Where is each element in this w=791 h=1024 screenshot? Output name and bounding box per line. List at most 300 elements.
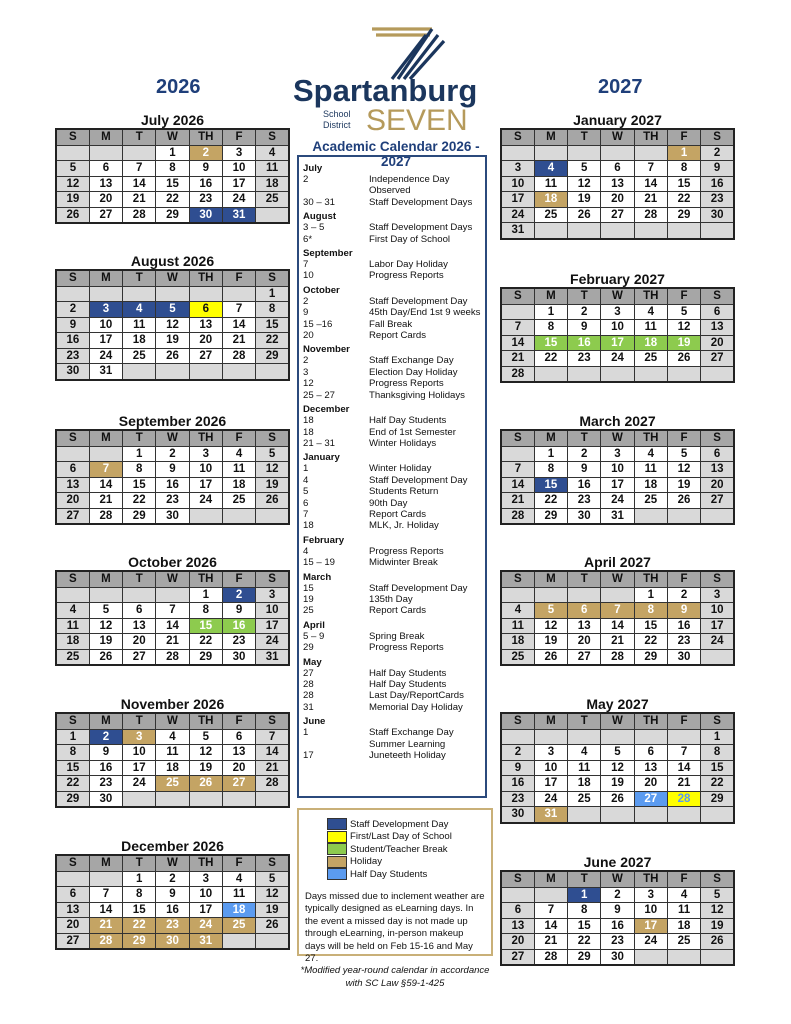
event-description: Progress Reports [369,642,444,654]
day-cell: 16 [568,335,601,351]
day-cell: 27 [568,649,601,665]
weekday-header: T [123,270,156,286]
event-item [303,259,485,270]
day-cell: 10 [89,317,122,333]
day-cell: 7 [601,603,634,619]
week-row [501,649,734,665]
day-cell: 19 [256,902,289,918]
day-cell: 17 [222,176,255,192]
day-cell: 5 [667,304,700,320]
day-cell: 19 [256,477,289,493]
weekday-header: TH [189,713,222,729]
weekday-header: M [534,129,567,145]
day-cell: 14 [601,618,634,634]
week-row [56,161,289,177]
month-title: May 2027 [586,696,649,712]
event-date: 10 [303,270,314,282]
day-cell: 11 [667,903,700,919]
day-cell: 13 [56,477,89,493]
day-cell: 9 [156,462,189,478]
empty-cell [701,508,734,524]
weekday-header: F [667,713,700,729]
event-item [303,690,485,701]
empty-cell [701,366,734,382]
day-cell: 10 [534,760,567,776]
day-cell: 12 [667,462,700,478]
event-date: 9 [303,307,309,319]
week-row [501,462,734,478]
weekday-header: M [89,129,122,145]
week-row [501,918,734,934]
day-cell: 24 [256,634,289,650]
month-calendar [55,414,290,525]
day-cell: 19 [189,760,222,776]
event-description: MLK, Jr. Holiday [369,520,439,532]
month-grid [500,128,735,240]
day-cell: 11 [123,317,156,333]
day-cell: 12 [156,317,189,333]
week-row [501,791,734,807]
day-cell: 3 [501,161,534,177]
day-cell: 25 [222,918,255,934]
day-cell: 25 [156,776,189,792]
day-cell: 12 [534,618,567,634]
day-cell: 8 [123,887,156,903]
day-cell: 26 [667,351,700,367]
day-cell: 24 [601,351,634,367]
weekday-header: W [156,430,189,446]
weekday-header: S [56,270,89,286]
month-grid [55,570,290,666]
week-row [56,729,289,745]
event-description: Progress Reports [369,545,444,557]
event-description: End of 1st Semester [369,426,456,438]
day-cell: 24 [222,192,255,208]
day-cell: 29 [701,791,734,807]
event-month-heading: December [303,404,350,416]
day-cell: 1 [123,871,156,887]
weekday-header: W [601,430,634,446]
empty-cell [634,145,667,161]
day-cell: 30 [568,508,601,524]
weekday-header: F [222,270,255,286]
weekday-header: M [89,270,122,286]
footnote-line-1: *Modified year-round calendar in accordance [300,965,490,976]
month-title: July 2026 [140,112,205,128]
day-cell: 4 [501,603,534,619]
day-cell: 7 [89,887,122,903]
empty-cell [123,286,156,302]
day-cell: 20 [123,634,156,650]
day-cell: 6 [701,446,734,462]
day-cell: 3 [189,871,222,887]
week-row [501,320,734,336]
day-cell: 27 [123,649,156,665]
event-month-heading: March [303,571,332,583]
week-row [501,304,734,320]
event-date: 15 – 19 [303,557,336,569]
day-cell: 7 [222,302,255,318]
day-cell: 1 [634,587,667,603]
day-cell: 22 [634,634,667,650]
month-grid [500,287,735,383]
day-cell: 14 [89,902,122,918]
month-grid [500,712,735,824]
empty-cell [189,508,222,524]
weekday-header: T [123,571,156,587]
day-cell: 17 [601,335,634,351]
day-cell: 8 [156,161,189,177]
weekday-header: TH [189,571,222,587]
day-cell: 17 [501,192,534,208]
day-cell: 22 [667,192,700,208]
weekday-header: S [501,713,534,729]
empty-cell [189,286,222,302]
event-description: Staff Development Day [369,474,468,486]
event-description: Half Day Students [369,415,447,427]
day-cell: 17 [634,918,667,934]
day-cell: 21 [123,192,156,208]
day-cell: 21 [89,493,122,509]
day-cell: 10 [634,903,667,919]
day-cell: 3 [256,587,289,603]
day-cell: 29 [189,649,222,665]
event-description: Election Day Holiday [369,366,458,378]
day-cell: 16 [222,618,255,634]
day-cell: 20 [501,934,534,950]
empty-cell [534,729,567,745]
empty-cell [568,145,601,161]
event-description: Independence Day Observed [369,174,450,197]
day-cell: 20 [634,776,667,792]
day-cell: 5 [156,302,189,318]
week-row [56,364,289,380]
week-row [501,145,734,161]
month-calendar [500,555,735,666]
day-cell: 27 [89,207,122,223]
day-cell: 13 [89,176,122,192]
weekday-header: M [534,430,567,446]
day-cell: 15 [634,618,667,634]
empty-cell [667,729,700,745]
day-cell: 17 [601,477,634,493]
day-cell: 3 [534,745,567,761]
day-cell: 19 [534,634,567,650]
week-row [56,286,289,302]
day-cell: 26 [56,207,89,223]
day-cell: 31 [189,933,222,949]
empty-cell [256,933,289,949]
day-cell: 13 [701,462,734,478]
weekday-header: F [667,871,700,887]
month-calendar [55,254,290,381]
day-cell: 7 [501,320,534,336]
empty-cell [56,145,89,161]
academic-calendar-title: Academic Calendar 2026 - 2027 [312,139,480,169]
day-cell: 23 [667,634,700,650]
event-date [303,739,369,750]
empty-cell [667,949,700,965]
day-cell: 11 [156,745,189,761]
day-cell: 7 [89,462,122,478]
day-cell: 18 [256,176,289,192]
day-cell: 15 [534,335,567,351]
day-cell: 16 [56,333,89,349]
legend-swatch-icon [327,843,347,855]
event-description: Midwinter Break [369,557,438,569]
event-description: Memorial Day Holiday [369,701,463,713]
weekday-header: T [568,871,601,887]
day-cell: 13 [222,745,255,761]
day-cell: 5 [568,161,601,177]
day-cell: 1 [123,446,156,462]
day-cell: 16 [156,902,189,918]
day-cell: 22 [534,493,567,509]
day-cell: 19 [568,192,601,208]
day-cell: 18 [123,333,156,349]
day-cell: 6 [601,161,634,177]
weekday-header: M [534,288,567,304]
weekday-header: T [568,571,601,587]
event-date: 18 [303,520,314,532]
day-cell: 19 [601,776,634,792]
day-cell: 21 [501,351,534,367]
weekday-header: TH [634,571,667,587]
day-cell: 27 [501,949,534,965]
day-cell: 10 [189,887,222,903]
event-date: 1 [303,463,309,475]
empty-cell [256,791,289,807]
day-cell: 2 [156,871,189,887]
empty-cell [89,587,122,603]
day-cell: 23 [156,918,189,934]
week-row [501,223,734,239]
day-cell: 16 [568,477,601,493]
week-row [501,634,734,650]
day-cell: 18 [501,634,534,650]
event-item [303,438,485,449]
year-label-right: 2027 [598,76,643,98]
day-cell: 7 [156,603,189,619]
day-cell: 21 [222,333,255,349]
legend-box [297,808,493,964]
empty-cell [701,649,734,665]
event-date: 15 [303,582,314,594]
event-date: 4 [303,545,309,557]
day-cell: 8 [667,161,700,177]
day-cell: 2 [56,302,89,318]
weekday-header: TH [189,129,222,145]
day-cell: 9 [56,317,89,333]
day-cell: 7 [501,462,534,478]
event-item [303,642,485,653]
weekday-header: S [56,855,89,871]
seven-logo-icon [290,25,505,137]
day-cell: 31 [534,807,567,823]
day-cell: 29 [156,207,189,223]
day-cell: 12 [568,176,601,192]
day-cell: 2 [601,887,634,903]
day-cell: 17 [256,618,289,634]
day-cell: 13 [701,320,734,336]
weekday-header: S [256,129,289,145]
legend-swatch-icon [327,831,347,843]
day-cell: 27 [222,776,255,792]
empty-cell [601,729,634,745]
day-cell: 28 [634,207,667,223]
day-cell: 20 [56,918,89,934]
empty-cell [667,508,700,524]
weekday-header: S [256,270,289,286]
weekday-header: M [89,855,122,871]
event-date: 7 [303,259,309,271]
empty-cell [189,364,222,380]
event-description: Labor Day Holiday [369,259,448,271]
event-item [303,415,485,426]
day-cell: 23 [568,493,601,509]
empty-cell [56,446,89,462]
day-cell: 16 [89,760,122,776]
month-title: June 2027 [583,854,652,870]
weekday-header: F [222,855,255,871]
day-cell: 6 [634,745,667,761]
day-cell: 11 [256,161,289,177]
event-description: Thanksgiving Holidays [369,389,465,401]
weekday-header: TH [634,713,667,729]
day-cell: 22 [256,333,289,349]
day-cell: 19 [89,634,122,650]
event-item [303,234,485,245]
event-item [303,174,485,197]
day-cell: 14 [256,745,289,761]
day-cell: 13 [501,918,534,934]
day-cell: 28 [89,933,122,949]
month-title: January 2027 [573,112,662,128]
event-description: 135th Day [369,593,413,605]
day-cell: 12 [701,903,734,919]
event-description: Staff Exchange Day [369,355,454,367]
day-cell: 5 [256,446,289,462]
event-description: Summer Learning [369,738,446,750]
weekday-header: F [222,129,255,145]
event-item [303,605,485,616]
day-cell: 16 [501,776,534,792]
event-item [303,739,485,750]
day-cell: 27 [634,791,667,807]
day-cell: 16 [189,176,222,192]
day-cell: 3 [189,446,222,462]
empty-cell [601,145,634,161]
weekday-header: TH [189,430,222,446]
month-grid [55,269,290,381]
day-cell: 5 [667,446,700,462]
event-date: 7 [303,508,309,520]
day-cell: 26 [601,791,634,807]
empty-cell [222,508,255,524]
event-description: Half Day Students [369,667,447,679]
week-row [56,933,289,949]
event-item [303,727,485,738]
day-cell: 21 [601,634,634,650]
weekday-header: F [222,571,255,587]
week-row [56,192,289,208]
weekday-header: F [667,129,700,145]
day-cell: 2 [189,145,222,161]
day-cell: 27 [701,493,734,509]
day-cell: 11 [568,760,601,776]
day-cell: 24 [701,634,734,650]
event-month-heading: May [303,656,322,668]
day-cell: 13 [568,618,601,634]
day-cell: 18 [56,634,89,650]
day-cell: 29 [56,791,89,807]
event-item [303,594,485,605]
day-cell: 30 [56,364,89,380]
event-month-heading: July [303,163,323,174]
day-cell: 3 [601,304,634,320]
day-cell: 18 [534,192,567,208]
event-item [303,486,485,497]
day-cell: 1 [534,446,567,462]
legend-label: Staff Development Day [350,818,449,830]
day-cell: 4 [634,446,667,462]
day-cell: 21 [89,918,122,934]
empty-cell [256,508,289,524]
day-cell: 15 [123,477,156,493]
day-cell: 11 [634,462,667,478]
day-cell: 22 [56,776,89,792]
day-cell: 26 [568,207,601,223]
week-row [501,508,734,524]
event-date: 4 [303,474,309,486]
day-cell: 2 [568,446,601,462]
day-cell: 15 [189,618,222,634]
day-cell: 25 [501,649,534,665]
day-cell: 6 [89,161,122,177]
empty-cell [501,446,534,462]
event-item [303,750,485,761]
week-row [56,618,289,634]
day-cell: 10 [123,745,156,761]
empty-cell [256,364,289,380]
empty-cell [701,807,734,823]
month-title: December 2026 [121,838,224,854]
day-cell: 17 [189,902,222,918]
day-cell: 30 [189,207,222,223]
month-title: October 2026 [128,554,217,570]
day-cell: 18 [667,918,700,934]
day-cell: 8 [534,320,567,336]
empty-cell [667,366,700,382]
day-cell: 13 [634,760,667,776]
day-cell: 3 [222,145,255,161]
empty-cell [189,791,222,807]
day-cell: 31 [501,223,534,239]
day-cell: 24 [189,918,222,934]
empty-cell [634,729,667,745]
weekday-header: S [256,571,289,587]
event-month-heading: October [303,284,340,296]
day-cell: 26 [189,776,222,792]
month-grid [55,429,290,525]
week-row [501,760,734,776]
weekday-header: F [222,713,255,729]
event-item [303,557,485,568]
empty-cell [56,286,89,302]
empty-cell [568,807,601,823]
day-cell: 12 [256,462,289,478]
day-cell: 14 [123,176,156,192]
